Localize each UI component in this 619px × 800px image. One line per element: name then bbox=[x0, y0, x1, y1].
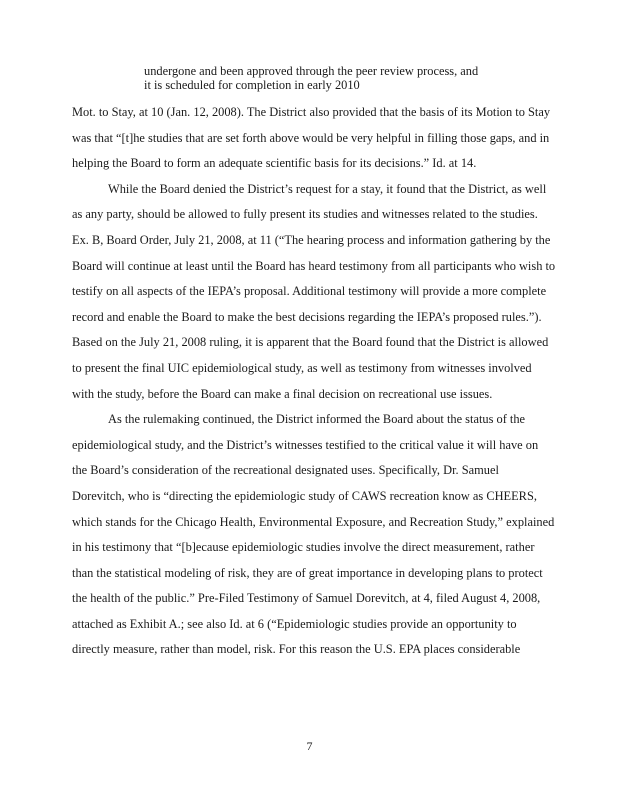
text-line: the Board’s consideration of the recreational designated uses. Specifically, Dr. Samuel bbox=[72, 463, 499, 478]
block-quote-line: it is scheduled for completion in early 2010 bbox=[144, 78, 360, 92]
text-line: Mot. to Stay, at 10 (Jan. 12, 2008). The District also provided that the basis of its Motion to Stay bbox=[72, 105, 551, 119]
text-line: As the rulemaking continued, the District informed the Board about the status of the bbox=[108, 412, 526, 427]
text-line: than the statistical modeling of risk, they are of great importance in developing plans to protect bbox=[72, 565, 543, 580]
text-line: Based on the July 21, 2008 ruling, it is apparent that the Board found that the District is allowed bbox=[72, 335, 549, 350]
text-line: helping the Board to form an adequate scientific basis for its decisions.” Id. at 14. bbox=[72, 156, 477, 171]
block-quote bbox=[144, 64, 504, 92]
block-quote-line: undergone and been approved through the peer review process, and bbox=[144, 64, 479, 78]
text-line: in his testimony that “[b]ecause epidemiologic studies involve the direct measurement, rather bbox=[72, 540, 535, 555]
text-line: record and enable the Board to make the best decisions regarding the IEPA’s proposed rules.”). bbox=[72, 309, 542, 324]
text-line: the health of the public.” Pre-Filed Testimony of Samuel Dorevitch, at 4, filed August 4, 2008, bbox=[72, 591, 541, 606]
text-line: attached as Exhibit A.; see also Id. at 6 (“Epidemiologic studies provide an opportunity to bbox=[72, 616, 517, 631]
text-line: as any party, should be allowed to fully present its studies and witnesses related to the studies. bbox=[72, 207, 538, 222]
text-line: testify on all aspects of the IEPA’s proposal. Additional testimony will provide a more complete bbox=[72, 284, 547, 299]
body-text bbox=[72, 100, 556, 663]
text-line: While the Board denied the District’s request for a stay, it found that the District, as well bbox=[108, 181, 547, 196]
text-line: with the study, before the Board can make a final decision on recreational use issues. bbox=[72, 386, 493, 401]
text-line: Dorevitch, who is “directing the epidemiologic study of CAWS recreation know as CHEERS, bbox=[72, 488, 537, 503]
text-line: to present the final UIC epidemiological study, as well as testimony from witnesses involved bbox=[72, 360, 532, 375]
page-number: 7 bbox=[306, 739, 313, 753]
text-line: directly measure, rather than model, risk. For this reason the U.S. EPA places considerable bbox=[72, 642, 521, 657]
text-line: Board will continue at least until the Board has heard testimony from all participants who wish to bbox=[72, 258, 556, 273]
text-line: epidemiological study, and the District’s witnesses testified to the critical value it will have on bbox=[72, 437, 539, 452]
text-line: was that “[t]he studies that are set forth above would be very helpful in filling those gaps, and in bbox=[72, 130, 550, 145]
text-line: Ex. B, Board Order, July 21, 2008, at 11 (“The hearing process and information gathering by the bbox=[72, 232, 551, 247]
text-line: which stands for the Chicago Health, Environmental Exposure, and Recreation Study,” explained bbox=[72, 514, 555, 529]
